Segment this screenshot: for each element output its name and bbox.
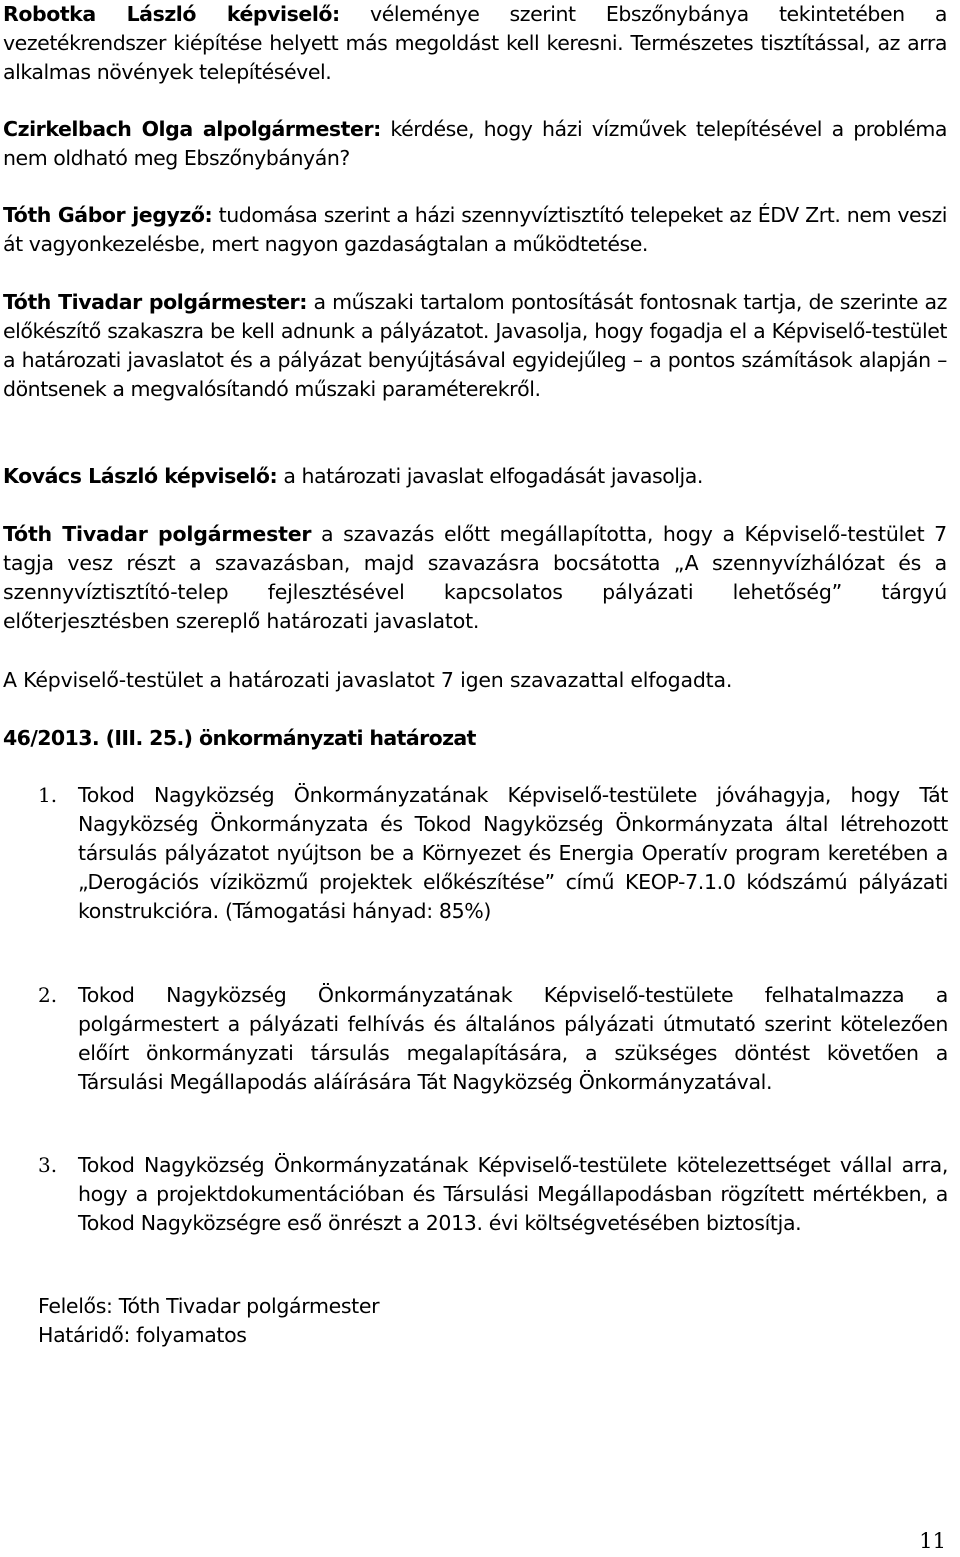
speaker-name: Tóth Gábor jegyző:: [3, 203, 213, 227]
paragraph-text: a szavazás előtt megállapította, hogy a Képviselő-testület 7 tagja vesz részt a szavazásban, majd szavazásra bocsátotta „A szennyvízhálózat és a szennyvíztisztító-telep fejlesztésével kapcsolatos pályázati lehetőség” tárgyú előterjesztésben szereplő határozati javaslatot.: [3, 522, 947, 633]
paragraph-kovacs: [3, 462, 947, 491]
paragraph-czirkelbach: [3, 115, 947, 173]
resolution-item: [38, 981, 948, 1097]
speaker-name: Kovács László képviselő:: [3, 464, 278, 488]
paragraph-toth-gabor: [3, 201, 947, 259]
result-text: A Képviselő-testület a határozati javaslatot 7 igen szavazattal elfogadta.: [3, 668, 733, 692]
resolution-title: 46/2013. (III. 25.) önkormányzati határozat: [3, 726, 476, 750]
speaker-name: Robotka László képviselő:: [3, 2, 340, 26]
speaker-name: Tóth Tivadar polgármester:: [3, 290, 307, 314]
page-number: 11: [919, 1529, 946, 1553]
paragraph-text: véleménye szerint Ebszőnybánya tekintetében a vezetékrendszer kiépítése helyett más megoldást kell keresni. Természetes tisztítással, az arra alkalmas növények telepítésével.: [3, 2, 948, 84]
paragraph-text: kérdése, hogy házi vízművek telepítésével a probléma nem oldható meg Ebszőnybányán?: [3, 117, 947, 170]
item-text: Tokod Nagyközség Önkormányzatának Képviselő-testülete kötelezettséget vállal arra, hogy a projektdokumentációban és Társulási Megállapodásban rögzített mértékben, a Tokod Nagyközségre eső önrészt a 2013. évi költségvetésében biztosítja.: [78, 1153, 948, 1235]
item-number: 3.: [38, 1153, 58, 1177]
responsible-line: Felelős: Tóth Tivadar polgármester: [38, 1294, 380, 1318]
item-text: Tokod Nagyközség Önkormányzatának Képviselő-testülete jóváhagyja, hogy Tát Nagyközség Önkormányzata és Tokod Nagyközség Önkormányzata által létrehozott társulás pályázatot nyújtson be a Környezet és Energia Operatív program keretében a „Derogációs víziközmű projektek előkészítése” című KEOP-7.1.0 kódszámú pályázati konstrukcióra. (Támogatási hányad: 85%): [78, 783, 948, 923]
paragraph-toth-tivadar-1: [3, 288, 947, 404]
resolution-item: [38, 781, 948, 926]
paragraph-text: a határozati javaslat elfogadását javasolja.: [283, 464, 703, 488]
item-number: 2.: [38, 983, 58, 1007]
item-number: 1.: [38, 783, 58, 807]
speaker-name: Czirkelbach Olga alpolgármester:: [3, 117, 381, 141]
deadline-line: Határidő: folyamatos: [38, 1323, 247, 1347]
item-text: Tokod Nagyközség Önkormányzatának Képviselő-testülete felhatalmazza a polgármestert a pályázati felhívás és általános pályázati útmutató szerint kötelezően előírt önkormányzati társulás megalapítására, a szükséges döntést követően a Társulási Megállapodás aláírására Tát Nagyközség Önkormányzatával.: [78, 983, 948, 1094]
paragraph-text: a műszaki tartalom pontosítását fontosnak tartja, de szerinte az előkészítő szakaszra be kell adnunk a pályázatot. Javasolja, hogy fogadja el a Képviselő-testület a határozati javaslatot és a pályázat benyújtásával egyidejűleg – a pontos számítások alapján – döntsenek a megvalósítandó műszaki paraméterekről.: [3, 290, 947, 401]
paragraph-robotka: [3, 0, 947, 87]
speaker-name: Tóth Tivadar polgármester: [3, 522, 312, 546]
resolution-item: [38, 1151, 948, 1238]
paragraph-toth-tivadar-2: [3, 520, 947, 636]
paragraph-text: tudomása szerint a házi szennyvíztisztító telepeket az ÉDV Zrt. nem veszi át vagyonkezelésbe, mert nagyon gazdaságtalan a működtetése.: [3, 203, 948, 256]
